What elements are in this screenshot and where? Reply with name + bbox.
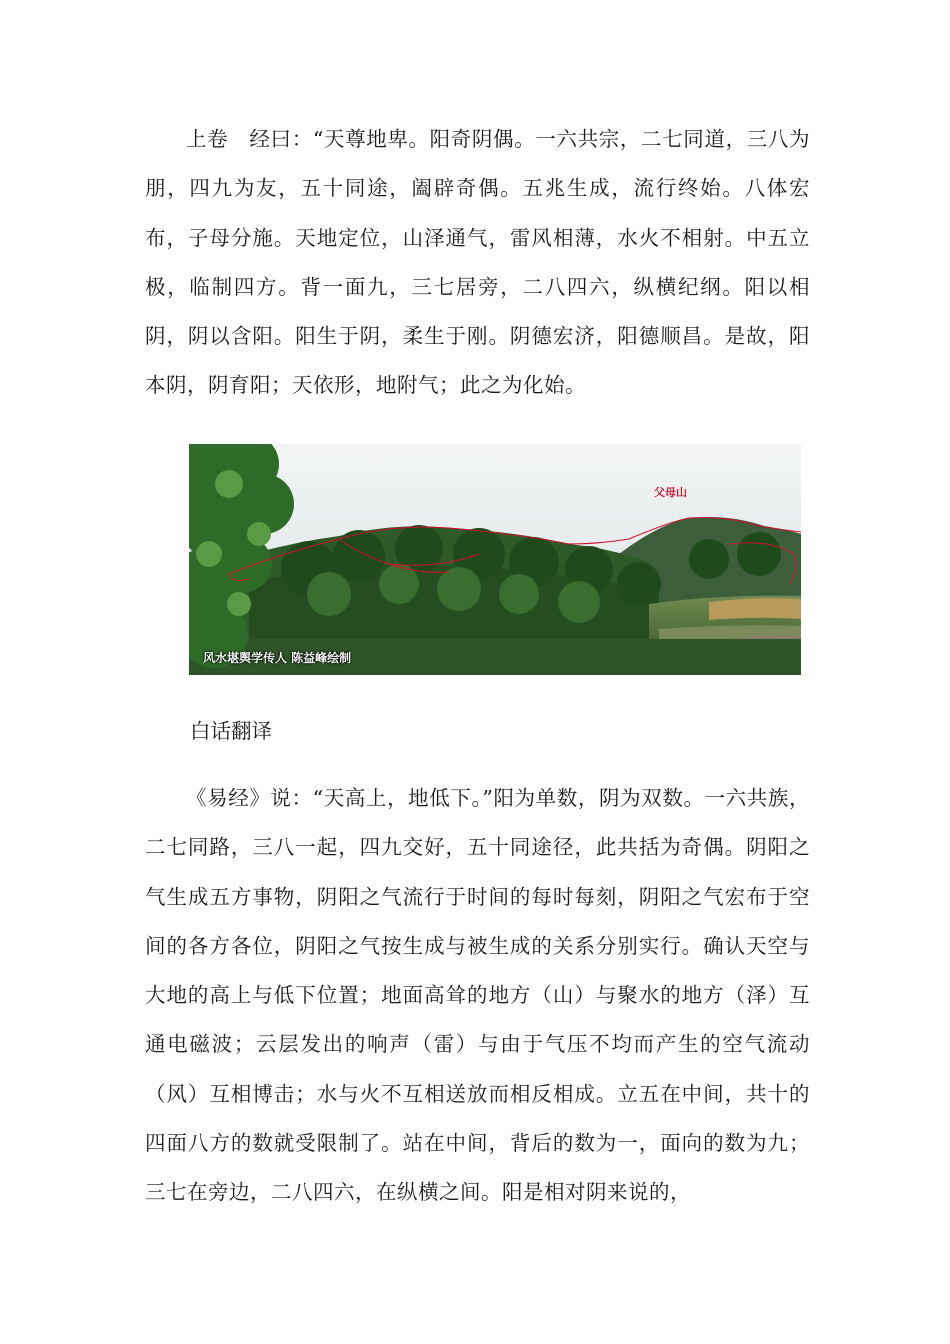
mountain-label: 父母山 — [654, 486, 687, 499]
section-heading: 白话翻译 — [190, 719, 272, 743]
photo-caption: 风水堪舆学传人 陈益峰绘制 — [203, 651, 352, 665]
classical-text-paragraph: 上卷 经曰：“天尊地卑。阳奇阴偶。一六共宗，二七同道，三八为朋，四九为友，五十同途，阖辟奇偶。五兆生成，流行终始。八体宏布，子母分施。天地定位，山泽通气，雷风相薄，水火不相射。中五立极，临制四方。背一面九，三七居旁，二八四六，纵横纪纲。阳以相阴，阴以含阳。阳生于阴，柔生于刚。阴德宏济，阳德顺昌。是故，阳本阴，阴育阳；天依形，地附气；此之为化始。 — [145, 127, 810, 398]
translation-paragraph: 《易经》说：“天高上，地低下。”阳为单数，阴为双数。一六共族，二七同路，三八一起，四九交好，五十同途径，此共括为奇偶。阴阳之气生成五方事物，阴阳之气流行于时间的每时每刻，阴阳之气宏布于空间的各方各位，阴阳之气按生成与被生成的关系分别实行。确认天空与大地的高上与低下位置；地面高耸的地方（山）与聚水的地方（泽）互通电磁波；云层发出的响声（雷）与由于气压不均而产生的空气流动（风）互相博击；水与火不互相送放而相反相成。立五在中间，共十的四面八方的数就受限制了。站在中间，背后的数为一，面向的数为九；三七在旁边，二八四六，在纵横之间。阳是相对阴来说的， — [145, 786, 810, 1205]
landscape-photo — [189, 444, 801, 675]
landscape-illustration — [189, 444, 801, 675]
